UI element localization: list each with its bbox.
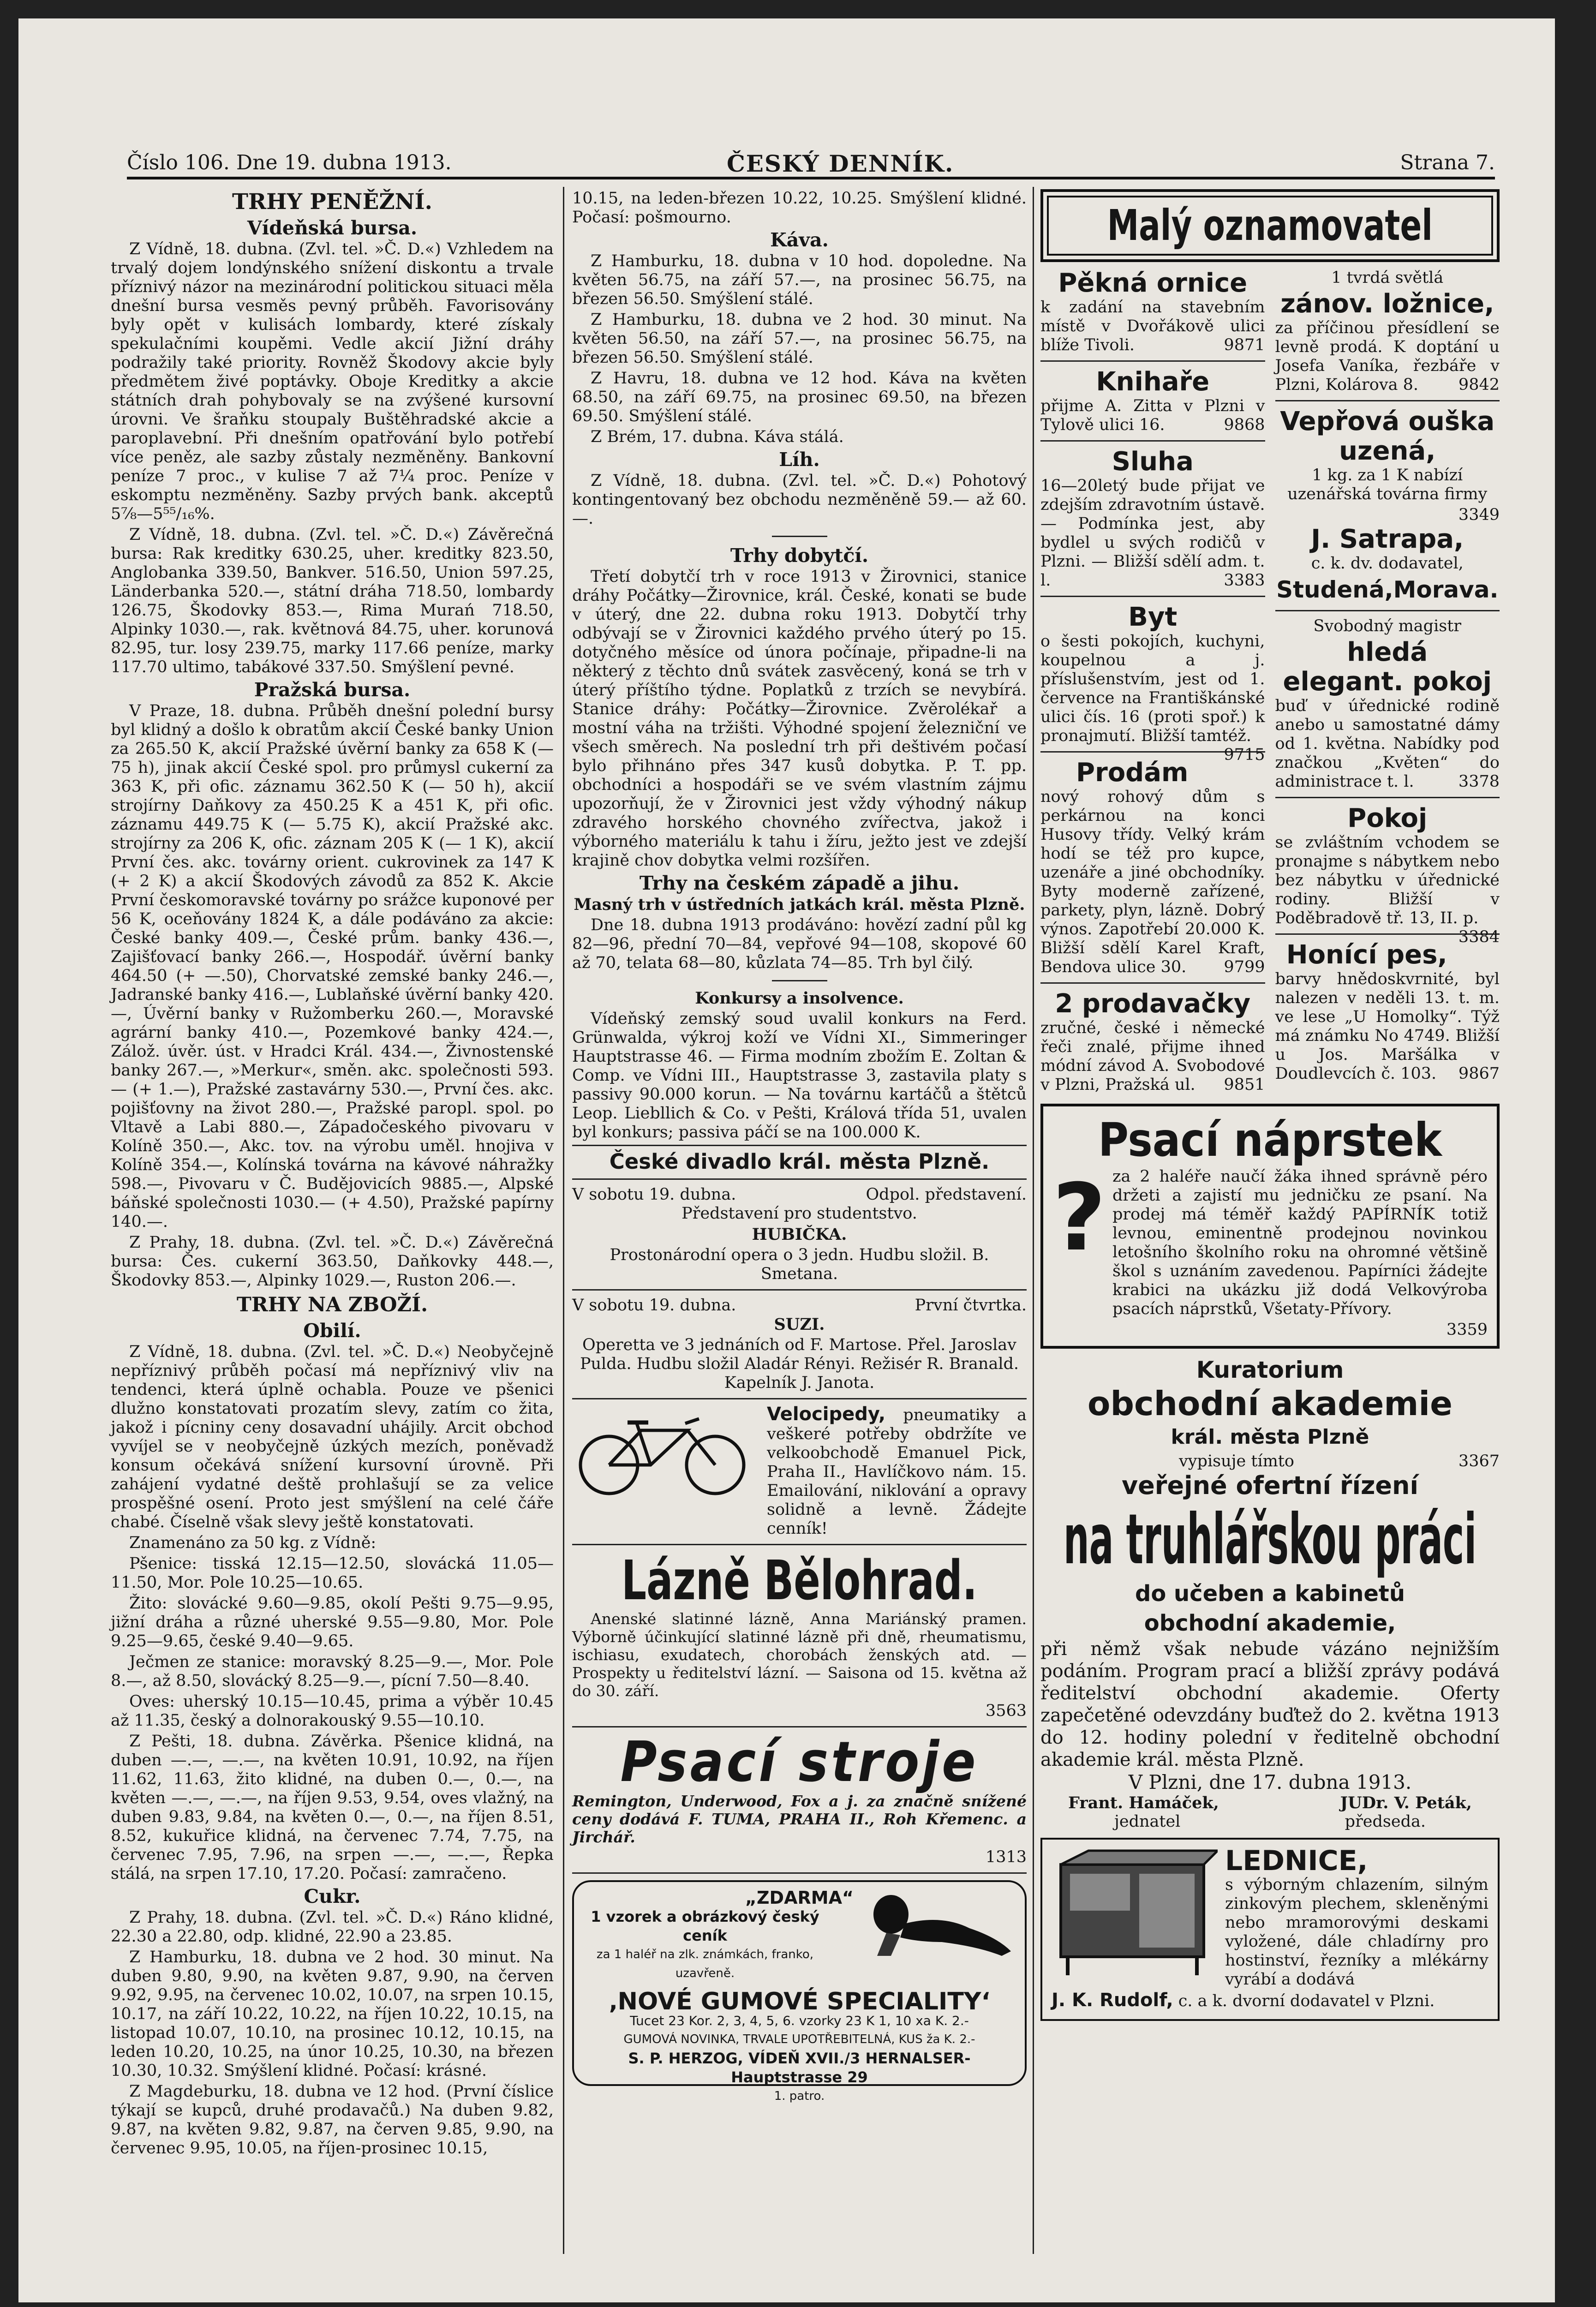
ad-pokoj-title: elegant. pokoj (1283, 667, 1492, 697)
article-paragraph: Z Vídně, 18. dubna. (Zvl. tel. »Č. D.«) Pohotový kontingentovaný bez obchodu nezměněně 59.— až 60.—. (572, 472, 1027, 528)
typewriter-ad (572, 1730, 1027, 1867)
ad-pokoj2-title: Pokoj (1347, 803, 1428, 833)
theatre-title: České divadlo král. města Plzně. (609, 1149, 990, 1174)
ad-prodam-body: nový rohový dům s perkárnou na konci Husovy třídy. Velký krám hodí se též pro kupce, uzenáře a jiné obchodníky. Byty moderně zařízené, parkety, plyn, lázně. Dobrý výnos. Zapotřebí 20.000 K. Bližší sdělí Karel Kraft, Bendova ulice 30. (1040, 788, 1265, 976)
tender-date: V Plzni, dne 17. dubna 1913. (1128, 1771, 1412, 1793)
ad-knihare-body: přijme A. Zitta v Plzni v Tylově ulici 16. (1040, 397, 1265, 434)
column-3 (1040, 189, 1500, 2026)
ad-knihare-title: Knihaře (1096, 367, 1210, 397)
ad-pes-code: 9867 (1458, 1064, 1500, 1083)
bicycle-icon (572, 1405, 757, 1497)
ad-pokoj2-code: 3384 (1458, 928, 1500, 946)
ad-pokoj-pre: Svobodný magistr (1313, 617, 1462, 635)
tender-headline: na truhlářskou práci (1063, 1500, 1477, 1580)
tender-roles (1040, 1812, 1500, 1831)
ad-loznice-body: za příčinou přesídlení se levně prodá. K doptání u Josefa Vaníka, řezbáře v Plzni, Kolárova 8. (1275, 319, 1500, 394)
spa-code: 3563 (985, 1702, 1027, 1720)
issue-info: Číslo 106. Dne 19. dubna 1913. (127, 151, 452, 174)
ad-prodavacky-body: zručné, české i německé řeči znalé, přijme ihned módní závod A. Svobodové v Plzni, Pražská ul. (1040, 1019, 1265, 1094)
ad-prodam-text (1040, 788, 1265, 977)
article-paragraph: Žito: slovácké 9.60—9.85, okolí Pešti 9.75—9.95, jižní dráha a různé uherské 9.55—9.80, Mor. Pole 9.25—9.65, české 9.40—9.65. (111, 1594, 554, 1650)
ad-pokoj-body: buď v úřednické rodině anebo u samostatné dámy od 1. května. Nabídky pod značkou „Květen“ do administrace t. l. (1275, 697, 1500, 791)
fridge-firm-desc: c. a k. dvorní dodavatel v Plzni. (1178, 1992, 1435, 2010)
subsection-title: Cukr. (304, 1885, 361, 1907)
ad-pes-body: barvy hnědoskvrnité, byl nalezen v neděli 13. t. m. ve lese „U Homolky“. Týž má známku No 4749. Bližší u Jos. Maršálka v Doudlevcích č. 103. (1275, 970, 1500, 1083)
ad-ornice-body: k zadání na stavebním místě v Dvořákově ulici blíže Tivoli. (1040, 298, 1265, 354)
ad-prodavacky-code: 9851 (1224, 1076, 1265, 1094)
tender-academy: obchodní akademie (1088, 1384, 1453, 1423)
reclining-woman-icon (849, 1887, 1016, 1965)
article-paragraph: V Praze, 18. dubna. Průběh dnešní polední bursy byl klidný a došlo k obratům akcií České banky Union za 265.50 K, akcií Pražské úvěrní banky za 658 K (— 75 h), jinak akcií České spol. pro průmysl cukerní za 363 K, při ofic. záznamu 362.50 K (— 50 h), akcií strojírny Daňkovy za 450.25 K a 451 K, při ofic. záznamu 449.75 K (— 5.75 K), akcií Pražské akc. strojírny za 206 K, ofic. záznam 205 K (— 1 K), akcií První čes. akc. továrny orient. cukrovinek za 147 K (+ 2 K) a akcií Škodových závodů za 852 K. Akcie První českomoravské továrny po srážce kuponové per 56 K, oceňovány 1824 K, a dále podáváno za akcie: České banky 409.—, České prům. banky 436.—, Zajišťovací banky 266.—, Hospodář. úvěrní banky 464.50 (+ —.50), Chorvatské zemské banky 246.—, Jadranské banky 416.—, Lublaňské úvěrní banky 420.—, Úvěrní banky v Ružomberku 260.—, Moravské agrární banky 410.—, Pozemkové banky 424.—, Zálož. úvěr. úst. v Hradci Král. 434.—, Živnostenské banky 267.—, »Merkur«, směn. akc. společnosti 593.— (+ 1.—), Pražské zastavárny 530.—, První čes. akc. pojišťovny na život 280.—, Pražské paropl. spol. po Vltavě a Labi 880.—, Západočeského pivovaru v Kolíně 350.—, Akc. tov. na výrobu uměl. hnojiva v Kolíně 354.—, Kolínská továrna na kávové náhražky 598.—, Pivovaru v Č. Budějovicích 9885.—, Alpské báňské společnosti 1030.— (+ 4.50), Pražské papírny 140.—. (111, 702, 554, 1231)
separator (1275, 610, 1500, 611)
ad-byt-code: 9715 (1224, 746, 1265, 764)
rubber-line5: S. P. HERZOG, VÍDEŇ XVII./3 HERNALSER-Hauptstrasse 29 (628, 2050, 971, 2086)
ad-sluha-code: 3383 (1224, 571, 1265, 590)
rubber-main: ‚NOVÉ GUMOVÉ SPECIALITY‘ (608, 1988, 991, 2015)
section-title: TRHY NA ZBOŽÍ. (236, 1293, 428, 1316)
separator (572, 1178, 1027, 1180)
tender-for2: obchodní akademie, (1144, 1610, 1396, 1636)
separator (1040, 596, 1265, 597)
bicycle-text (767, 1405, 1027, 1538)
fridge-text (1225, 1846, 1488, 1991)
article-paragraph: Z Hamburku, 18. dubna v 10 hod. dopoledne. Na květen 56.75, na září 57.—, na prosinec 56.75, na březen 56.50. Smýšlení stálé. (572, 252, 1027, 308)
tender-kuratorium: Kuratorium (1196, 1357, 1344, 1383)
separator (572, 1289, 1027, 1291)
ad-ouska-place: Studená,Morava. (1276, 576, 1499, 603)
ad-knihare-code: 9868 (1224, 416, 1265, 434)
bicycle-title: Velocipedy, (767, 1404, 886, 1425)
article-paragraph: Třetí dobytčí trh v roce 1913 v Žirovnici, stanice dráhy Počátky—Žirovnice, král. České, konati se bude v úterý, dne 22. dubna roku 1913. Dobytčí trhy odbývají se v Žirovnici každého prvého úterý po 15. dotyčného měsíce od února počínaje, připadne-li na některý z těchto dnů svátek zasvěcený, koná se trh v úterý příštího týdne. Poplatků z trzích se nevybírá. Stanice dráhy: Počátky—Žirovnice. Zvěrolékař a mostní váha na tržišti. Výhodné spojení železniční ve všech směrech. Na poslední trh při deštivém počasí bylo přihnáno přes 347 kusů dobytka. P. T. pp. obchodníci a hospodáři se ve svém vlastním zájmu upozorňují, že v Žirovnici jest vždy výhodný nákup zdravého horského chovného zvířectva, jakož i výborného materiálu k tahu i žíru, ježto jest ve zdejší krajině chov dobytka velmi rozšířen. (572, 568, 1027, 870)
fridge-firm: J. K. Rudolf, (1052, 1990, 1173, 2011)
column-1 (111, 189, 554, 2160)
tender-type: veřejné ofertní řízení (1121, 1471, 1419, 1500)
ad-pokoj-code: 3378 (1458, 772, 1500, 791)
ad-sluha-title: Sluha (1112, 447, 1194, 477)
newspaper-page (18, 18, 1555, 2302)
ad-pes-title: Honící pes, (1286, 940, 1447, 970)
classifieds-banner-inner (1047, 196, 1493, 256)
article-paragraph: Z Hamburku, 18. dubna ve 2 hod. 30 minut. Na duben 9.80, 9.90, na květen 9.87, 9.90, na červen 9.92, 9.95, na červenec 10.02, 10.07, na srpen 10.15, 10.17, na září 10.22, 10.22, na říjen 10.22, 10.15, na listopad 10.07, 10.10, na prosinec 10.12, 10.15, na leden 10.20, 10.25, na únor 10.25, 10.30, na březen 10.30, 10.32. Smýšlení klidné. Počasí: krásné. (111, 1948, 554, 2080)
masthead: ČESKÝ DENNÍK. (727, 150, 954, 177)
separator (1275, 400, 1500, 401)
column-rule (563, 187, 564, 2254)
ad-byt-text (1040, 632, 1265, 764)
performance-desc: Operetta ve 3 jednáních od F. Martose. Přel. Jaroslav Pulda. Hudbu složil Aladár Rényi. Režisér R. Branald. Kapelník J. Janota. (580, 1336, 1019, 1392)
subsection-title: Trhy na českém západě a jihu. (639, 872, 960, 894)
separator (772, 980, 827, 981)
role-1: jednatel (1114, 1812, 1181, 1831)
article-paragraph: 10.15, na leden-březen 10.22, 10.25. Smýšlení klidné. Počasí: pošmourno. (572, 189, 1027, 227)
rubber-free: „ZDARMA“ (745, 1888, 854, 1908)
classifieds-banner (1040, 189, 1500, 262)
typewriter-title: Psací stroje (620, 1730, 979, 1794)
page-header (127, 150, 1495, 179)
ad-pokoj-hleda: hledá (1347, 637, 1428, 667)
thimble-text: za 2 haléře naučí žáka ihned správně péro držeti a zajistí mu jedničku ze psaní. Na prodej má téměř každý PAPÍRNÍK totiž levnou, eminentně prodejnou novinkou letošního školního roku na ohromné většině škol s uznáním zavedenou. Papírníci žádejte krabici na ukázku již dodá Velkovýroba psacích náprstků, Všetaty-Přívory. (1112, 1167, 1488, 1318)
article-paragraph: Z Prahy, 18. dubna. (Zvl. tel. »Č. D.«) Ráno klidné, 22.30 a 22.80, odp. klidné, 22.90 a 23.85. (111, 1908, 554, 1946)
article-paragraph: Z Brém, 17. dubna. Káva stálá. (591, 428, 844, 446)
ad-byt-body: o šesti pokojích, kuchyni, koupelnou a j. příslušenstvím, jest od 1. července na Františkánské ulici čís. 16 (proti spoř.) k pronajmutí. Bližší tamtéž. (1040, 632, 1265, 745)
ad-pokoj2-text (1275, 833, 1500, 946)
tender-code: 3367 (1458, 1452, 1500, 1470)
role-2: předseda. (1345, 1812, 1426, 1831)
ad-pokoj2-body: se zvláštním vchodem se pronajme s nábytkem nebo bez nábytku v úřednické rodiny. Bližší v Poděbradově tř. 13, II. p. (1275, 833, 1500, 927)
ad-prodam-code: 9799 (1224, 958, 1265, 976)
icebox-icon (1052, 1846, 1218, 1991)
article-paragraph: Vídeňský zemský soud uvalil konkurs na Ferd. Grünwalda, výkroj koží ve Vídni XI., Simmeringer Hauptstrasse 46. — Firma modním zbožím E. Zoltan & Comp. ve Vídni III., Hauptstrasse 3, zastavila platy s passivy 90.000 korun. — Na továrnu kartáčů a štětců Leop. Liebllich & Co. v Pešti, Králová třída 51, uvalen byl konkurs; passiva páčí se na 100.000 K. (572, 1010, 1027, 1142)
subsection-title: Pražská bursa. (254, 679, 411, 701)
spa-ad (572, 1548, 1027, 1721)
ad-ouska-firm: J. Satrapa, (1311, 524, 1464, 554)
performance-date: V sobotu 19. dubna. (572, 1296, 736, 1315)
article-paragraph: Oves: uherský 10.15—10.45, prima a výběr 10.45 až 11.35, český a dolnorakouský 9.55—10.10. (111, 1692, 554, 1730)
article-paragraph: Znamenáno za 50 kg. z Vídně: (129, 1534, 377, 1552)
performance-type: První čtvrtka. (915, 1296, 1027, 1315)
spa-title: Lázně Bělohrad. (622, 1548, 977, 1612)
ad-ornice-code: 9871 (1224, 336, 1265, 354)
performance-note: Představení pro studentstvo. (681, 1204, 917, 1223)
ad-byt-title: Byt (1128, 602, 1178, 632)
column-2 (572, 189, 1027, 2103)
ad-ouska-body: 1 kg. za 1 K nabízí uzenářská továrna firmy (1287, 466, 1488, 503)
ad-sluha-text (1040, 477, 1265, 590)
rubber-line4: GUMOVÁ NOVINKA, TRVALE UPOTŘEBITELNÁ, KUS ža K. 2.- (623, 2032, 975, 2046)
fridge-body: s výborným chlazením, silným zinkovým plechem, skleněnými nebo mramorovými deskami vyložené, dále chladírny pro hostinství, řezníky a mlékárny vyrábí a dodává (1225, 1876, 1488, 1989)
performance-date: V sobotu 19. dubna. (572, 1185, 736, 1204)
article-paragraph: Pšenice: tisská 12.15—12.50, slovácká 11.05—11.50, Mor. Pole 10.25—10.65. (111, 1554, 554, 1592)
rubber-line3: Tucet 23 Kor. 2, 3, 4, 5, 6. vzorky 23 K 1, 10 xa K. 2.- (630, 2013, 969, 2028)
ad-pokoj-text (1275, 697, 1500, 791)
typewriter-code: 1313 (985, 1848, 1027, 1866)
ad-prodavacky-text (1040, 1019, 1265, 1094)
bicycle-ad (572, 1405, 1027, 1538)
tender-city: král. města Plzně (1171, 1425, 1369, 1449)
signature-2: JUDr. V. Peták, (1340, 1793, 1472, 1812)
ad-knihare-text (1040, 397, 1265, 435)
article-paragraph: Z Vídně, 18. dubna. (Zvl. tel. »Č. D.«) Vzhledem na trvalý dojem londýnského snížení diskontu a trvale příznivý názor na mezinárodní politickou situaci měla dnešní bursa vesměs pevný průběh. Favorisovány byly opět v kulisách lombardy, které získaly spekulačními koupěmi. Vedle akcií Jižní dráhy podražily také priority. Rovněž Škodovy akcie byly předmětem živé poptávky. Oboje Kreditky a akcie státních drah pohybovaly se na zvýšené kursovní úrovni. Ve šraňku stoupaly Buštěhradské akcie a paroplavební. Při dnešním opatřování bylo potřebí více peněz, ale sazby zůstaly nezměněny. Bankovní peníze 7 proc., v kulise 7 až 7¼ proc. Peníze v eskomptu nezměněny. Sazby prvých bank. akceptů 5⅞—5⁵⁵/₁₆%. (111, 240, 554, 523)
ad-loznice-title: zánov. ložnice, (1280, 289, 1494, 319)
ad-ornice-title: Pěkná ornice (1058, 268, 1248, 298)
tender-text: při němž však nebude vázáno nejnižším podáním. Program prací a bližší zprávy podává ředitelství obchodní akademie. Oferty zapečetěné odevzdány buďtež do 2. května 1913 do 12. hodiny polední v ředitelně obchodní akademie král. města Plzně. (1040, 1638, 1500, 1770)
rubber-line1: 1 vzorek a obrázkový český ceník (591, 1908, 819, 1944)
thimble-body-row (1052, 1164, 1488, 1321)
fridge-ad (1040, 1838, 1500, 2021)
separator (1040, 360, 1265, 362)
rubber-ad (572, 1880, 1027, 2103)
tender-announce: vypisuje tímto (1179, 1452, 1294, 1470)
performance-title: SUZI. (774, 1315, 825, 1334)
subsection-title: Líh. (779, 448, 820, 471)
tender-signatures (1040, 1793, 1500, 1812)
thimble-ad (1040, 1104, 1500, 1349)
article-subheading: Konkursy a insolvence. (695, 989, 904, 1008)
spa-text: Anenské slatinné lázně, Anna Mariánský pramen. Výborně účinkující slatinné lázně při dně, rheumatismu, ischiasu, exudatech, chorobách ženských atd. — Prospekty u ředitelství lázní. — Saisona od 15. května až do 30. září. (572, 1610, 1027, 1700)
performance-title: HUBIČKA. (752, 1225, 847, 1244)
ad-pes-text (1275, 970, 1500, 1083)
subsection-title: Trhy dobytčí. (730, 544, 869, 567)
article-paragraph: Z Prahy, 18. dubna. (Zvl. tel. »Č. D.«) Závěrečná bursa: Čes. cukerní 363.50, Daňkovky 448.—, Škodovky 853.—, Alpinky 1029.—, Ruston 206.—. (111, 1233, 554, 1290)
separator (772, 536, 827, 537)
classifieds-grid (1040, 269, 1500, 1096)
rubber-line6: 1. patro. (774, 2089, 825, 2103)
classifieds-left (1040, 269, 1265, 1096)
classifieds-title: Malý oznamovatel (1107, 201, 1433, 250)
separator (572, 1544, 1027, 1545)
classifieds-right (1275, 269, 1500, 1096)
ad-prodavacky-title: 2 prodavačky (1055, 989, 1251, 1019)
performance-type: Odpol. představení. (866, 1185, 1027, 1204)
section-title: TRHY PENĚŽNÍ. (232, 189, 432, 215)
separator (1040, 982, 1265, 984)
fridge-firm-line (1052, 1991, 1488, 2011)
ad-sluha-body: 16—20letý bude přijat ve zdejším zdravotním ústavě. — Podmínka jest, aby bydlel u svých rodičů v Plzni. — Bližší sdělí adm. t. l. (1040, 477, 1265, 590)
ad-ornice-text (1040, 298, 1265, 355)
question-mark-icon: ? (1052, 1164, 1106, 1272)
performance-header (572, 1296, 1027, 1315)
article-subheading: Masný trh v ústředních jatkách král. města Plzně. (574, 895, 1025, 914)
separator (572, 1726, 1027, 1727)
thimble-title: Psací náprstek (1098, 1113, 1442, 1167)
column-rule (1033, 187, 1034, 2254)
ad-loznice-pre: 1 tvrdá světlá (1331, 269, 1444, 287)
article-paragraph: Z Pešti, 18. dubna. Závěrka. Pšenice klidná, na duben —.—, —.—, na květen 10.91, 10.92, na říjen 11.62, 11.63, žito klidné, na duben 0.—, 0.—, na květen —.—, —.—, na říjen 9.53, 9.54, oves vlažný, na duben 9.83, 9.84, na květen 0.—, 0.—, na říjen 8.51, 8.52, kukuřice klidná, na červenec 7.74, 7.75, na červenec 7.95, 7.96, na srpen —.—, —.—, Řepka stálá, na srpen 17.10, 17.20. Počasí: zamračeno. (111, 1732, 554, 1883)
fridge-row (1052, 1846, 1488, 1991)
separator (1040, 440, 1265, 442)
performance-header (572, 1185, 1027, 1204)
subsection-title: Káva. (770, 229, 829, 251)
article-paragraph: Z Vídně, 18. dubna. (Zvl. tel. »Č. D.«) Neobyčejně nepříznivý průběh počasí má nepříznivý vliv na tendenci, která úplně ochabla. Pouze ve pšenici dlužno konstatovati prozatím slevy, zatím co žita, jakož i pícniny ceny dosavadní uhájily. Arcit obchod vyvíjel se v neobyčejně úzkých mezích, poněvadž konsum očekává snížení kursovní úrovně. Při zahájení vydatné deště prohlašují se za velice prospěšné osení. Proto jest smýšlení na celé čáře chabé. Číselně však slevy ještě konstatovati. (111, 1343, 554, 1531)
theatre-listing (572, 1145, 1027, 1399)
thimble-code: 3359 (1446, 1321, 1488, 1339)
separator (1275, 797, 1500, 798)
article-paragraph: Z Vídně, 18. dubna. (Zvl. tel. »Č. D.«) Závěrečná bursa: Rak kreditky 630.25, uher. kreditky 823.50, Anglobanka 339.50, Bankver. 516.50, Union 597.25, Länderbanka 520.—, státní dráha 718.50, lombardy 126.75, Škodovky 853.—, Rima Murań 718.50, Alpinky 1030.—, rak. květnová 84.75, uher. korunová 82.95, tur. losy 239.75, marky 117.66 peníze, marky 117.70 ultimo, tabákové 337.50. Smýšlení pevné. (111, 526, 554, 676)
separator (572, 1872, 1027, 1874)
tender-row (1040, 1452, 1500, 1471)
article-paragraph: Ječmen ze stanice: moravský 8.25—9.—, Mor. Pole 8.—, až 8.50, slovácký 8.25—9.—, pícní 7.50—8.40. (111, 1653, 554, 1690)
ad-loznice-text (1275, 319, 1500, 394)
ad-prodam-title: Prodám (1076, 758, 1189, 788)
ad-ouska-title: Vepřová ouška uzená, (1280, 406, 1495, 466)
article-paragraph: Z Magdeburku, 18. dubna ve 12 hod. (První číslice týkají se kupců, druhé prodavačů.) Na duben 9.82, 9.87, na květen 9.82, 9.87, na červen 9.85, 9.90, na červenec 9.95, 10.05, na říjen-prosinec 10.15, (111, 2082, 554, 2158)
article-paragraph: Z Havru, 18. dubna ve 12 hod. Káva na květen 68.50, na září 69.75, na prosinec 69.50, na březen 69.50. Smýšlení stálé. (572, 369, 1027, 425)
signature-1: Frant. Hamáček, (1068, 1793, 1219, 1812)
tender-for: do učeben a kabinetů (1135, 1581, 1405, 1607)
article-paragraph: Dne 18. dubna 1913 prodáváno: hovězí zadní půl kg 82—96, přední 70—84, vepřové 94—108, skopové 60 až 70, telata 68—80, kůzlata 74—85. Trh byl čilý. (572, 916, 1027, 972)
tender-ad (1040, 1355, 1500, 1831)
article-paragraph: Z Hamburku, 18. dubna ve 2 hod. 30 minut. Na květen 56.50, na září 57.—, na prosinec 56.75, na březen 56.50. Smýšlení stálé. (572, 311, 1027, 367)
subsection-title: Obilí. (303, 1320, 361, 1342)
typewriter-text: Remington, Underwood, Fox a j. za značně snížené ceny dodává F. TUMA, PRAHA II., Roh Křemenc. a Jirchář. (572, 1792, 1027, 1846)
ad-ouska-code: 3349 (1458, 506, 1500, 524)
separator (572, 1398, 1027, 1399)
bicycle-body: pneumatiky a veškeré potřeby obdržíte ve velkoobchodě Emanuel Pick, Praha II., Havlíčkovo nám. 15. Emailování, niklování a opravy solidně a levně. Žádejte cenník! (767, 1406, 1027, 1538)
subsection-title: Vídeňská bursa. (247, 217, 418, 239)
fridge-title: LEDNICE, (1225, 1845, 1368, 1877)
ad-loznice-code: 9842 (1458, 376, 1500, 394)
performance-desc: Prostonárodní opera o 3 jedn. Hudbu složil. B. Smetana. (610, 1246, 989, 1283)
rubber-line2: za 1 haléř na zlk. známkách, franko, uzavřeně. (596, 1948, 814, 1980)
page-number: Strana 7. (1400, 151, 1495, 174)
ad-ouska-supplier: c. k. dv. dodavatel, (1311, 554, 1464, 573)
